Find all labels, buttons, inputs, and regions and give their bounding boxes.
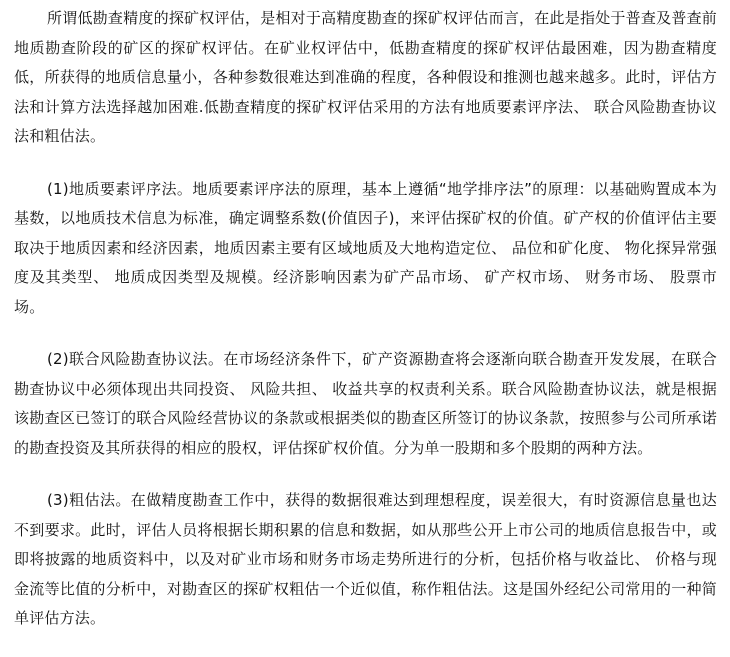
document-body: [14, 4, 717, 657]
paragraph-joint-risk-agreement: (2)联合风险勘查协议法。在市场经济条件下，矿产资源勘查将会逐渐向联合勘查开发发展，在联合勘查协议中必须体现出共同投资、 风险共担、 收益共享的权责利关系。联合风险勘查协议法，就是根据该勘查区已签订的联合风险经营协议的条款或根据类似的勘查区所签订的协议条款，按照参与公司所承诺的勘查投资及其所获得的相应的股权，评估探矿权价值。分为单一股期和多个股期的两种方法。: [14, 350, 717, 457]
paragraph-rough-estimation: (3)粗估法。在做精度勘查工作中，获得的数据很难达到理想程度，误差很大，有时资源信息量也达不到要求。此时，评估人员将根据长期积累的信息和数据，如从那些公开上市公司的地质信息报告中，或即将披露的地质资料中，以及对矿业市场和财务市场走势所进行的分析，包括价格与收益比、 价格与现金流等比值的分析中，对勘查区的探矿权粗估一个近似值，称作粗估法。这是国外经纪公司常用的一种简单评估方法。: [14, 491, 717, 627]
paragraph-intro: 所谓低勘查精度的探矿权评估，是相对于高精度勘查的探矿权评估而言，在此是指处于普查及普查前地质勘查阶段的矿区的探矿权评估。在矿业权评估中，低勘查精度的探矿权评估最困难，因为勘查精度低，所获得的地质信息量小，各种参数很难达到准确的程度，各种假设和推测也越来越多。此时，评估方法和计算方法选择越加困难.低勘查精度的探矿权评估采用的方法有地质要素评序法、 联合风险勘查协议法和粗估法。: [14, 9, 717, 145]
paragraph-geological-factor-ranking: (1)地质要素评序法。地质要素评序法的原理，基本上遵循“地学排序法”的原理：以基础购置成本为基数，以地质技术信息为标准，确定调整系数(价值因子)，来评估探矿权的价值。矿产权的价值评估主要取决于地质因素和经济因素，地质因素主要有区域地质及大地构造定位、 品位和矿化度、 物化探异常强度及其类型、 地质成因类型及规模。经济影响因素为矿产品市场、 矿产权市场、 财务市场、 股票市场。: [14, 179, 717, 316]
